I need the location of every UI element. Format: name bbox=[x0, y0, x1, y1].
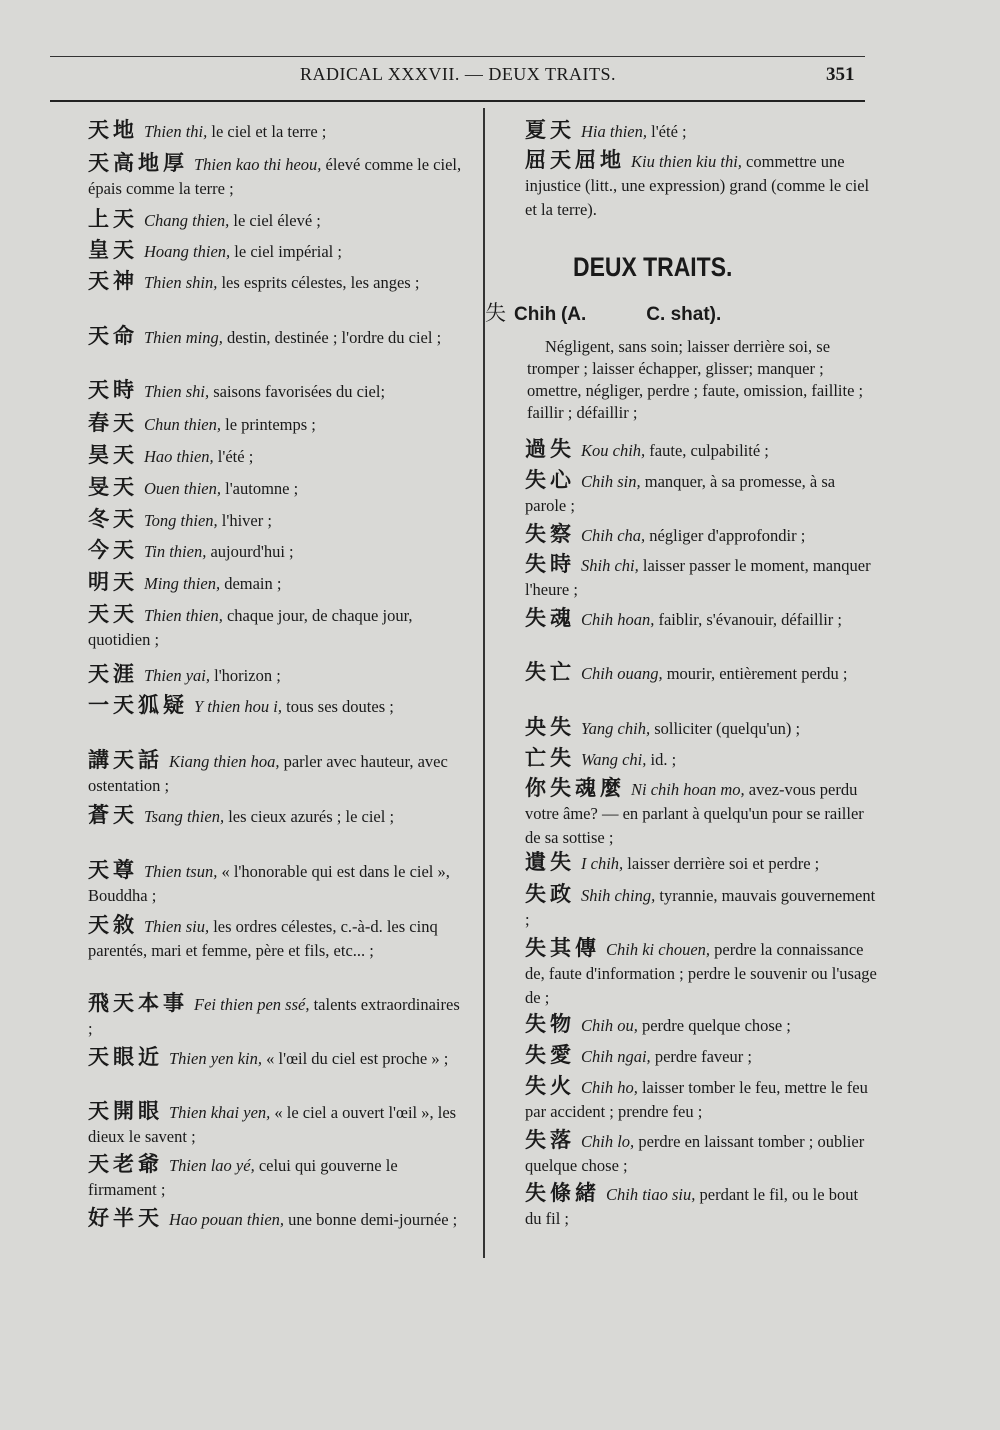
page-number: 351 bbox=[826, 64, 855, 85]
entry: 你失魂麼 Ni chih hoan mo, avez-vous perdu votre âme? — en parlant à quelqu'un pour se railler de sa sottise ; bbox=[525, 776, 864, 847]
entry: 失火 Chih ho, laisser tomber le feu, mettre le feu par accident ; prendre feu ; bbox=[525, 1074, 868, 1121]
section-title: DEUX TRAITS. bbox=[573, 252, 733, 282]
header-rule-bottom bbox=[50, 100, 865, 102]
entry: 失愛 Chih ngai, perdre faveur ; bbox=[525, 1043, 752, 1067]
entry: 昊天 Hao thien, l'été ; bbox=[88, 443, 254, 467]
entry: 好半天 Hao pouan thien, une bonne demi-journée ; bbox=[88, 1206, 458, 1230]
entry: 失其傳 Chih ki chouen, perdre la connaissance de, faute d'information ; perdre le souvenir ou l'usage de ; bbox=[525, 936, 877, 1007]
entry: 天敘 Thien siu, les ordres célestes, c.-à-d. les cinq parentés, mari et femme, père et fils, etc... ; bbox=[88, 913, 438, 960]
entry: 天尊 Thien tsun, « l'honorable qui est dans le ciel », Bouddha ; bbox=[88, 858, 450, 905]
entry: 過失 Kou chih, faute, culpabilité ; bbox=[525, 437, 769, 461]
head-entry: 失 Chih (A. C. shat). bbox=[485, 301, 722, 325]
entry: 天時 Thien shi, saisons favorisées du ciel; bbox=[88, 378, 386, 402]
entry: 天地 Thien thi, le ciel et la terre ; bbox=[88, 118, 327, 142]
entry: 講天話 Kiang thien hoa, parler avec hauteur, avec ostentation ; bbox=[88, 748, 448, 795]
entry: 天神 Thien shin, les esprits célestes, les anges ; bbox=[88, 269, 420, 293]
entry: 夏天 Hia thien, l'été ; bbox=[525, 118, 687, 142]
entry: 失時 Shih chi, laisser passer le moment, manquer l'heure ; bbox=[525, 552, 871, 599]
head-definition: Négligent, sans soin; laisser derrière soi, se tromper ; laisser échapper, glisser; manquer ; omettre, négliger, perdre ; faute, omission, faillite ; faillir ; défaillir ; bbox=[527, 337, 864, 422]
entry: 皇天 Hoang thien, le ciel impérial ; bbox=[88, 238, 342, 262]
entry: 失落 Chih lo, perdre en laissant tomber ; oublier quelque chose ; bbox=[525, 1128, 865, 1175]
entry: 失心 Chih sin, manquer, à sa promesse, à sa parole ; bbox=[525, 468, 836, 515]
entry: 旻天 Ouen thien, l'automne ; bbox=[88, 475, 299, 499]
header-rule-top bbox=[50, 56, 865, 57]
entry: 天眼近 Thien yen kin, « l'œil du ciel est proche » ; bbox=[88, 1045, 449, 1069]
entry: 天命 Thien ming, destin, destinée ; l'ordre du ciel ; bbox=[88, 324, 442, 348]
entry: 一天狐疑 Y thien hou i, tous ses doutes ; bbox=[88, 693, 394, 717]
entry: 屈天屈地 Kiu thien kiu thi, commettre une injustice (litt., une expression) grand (comme le ciel et la terre). bbox=[525, 148, 870, 219]
entry: 失物 Chih ou, perdre quelque chose ; bbox=[525, 1012, 791, 1036]
entry: 明天 Ming thien, demain ; bbox=[88, 570, 282, 594]
entry: 失察 Chih cha, négliger d'approfondir ; bbox=[525, 522, 806, 546]
entry: 春天 Chun thien, le printemps ; bbox=[88, 411, 316, 435]
entry: 央失 Yang chih, solliciter (quelqu'un) ; bbox=[525, 715, 801, 739]
entry: 天開眼 Thien khai yen, « le ciel a ouvert l'œil », les dieux le savent ; bbox=[88, 1099, 457, 1146]
entry: 今天 Tin thien, aujourd'hui ; bbox=[88, 538, 294, 562]
entry: 天涯 Thien yai, l'horizon ; bbox=[88, 662, 281, 686]
entry: 天高地厚 Thien kao thi heou, élevé comme le ciel, épais comme la terre ; bbox=[88, 151, 462, 198]
entry: 上天 Chang thien, le ciel élevé ; bbox=[88, 207, 321, 231]
entry: 失亡 Chih ouang, mourir, entièrement perdu ; bbox=[525, 660, 848, 684]
entry: 失條緒 Chih tiao siu, perdant le fil, ou le bout du fil ; bbox=[525, 1181, 859, 1228]
column-divider bbox=[483, 108, 485, 1258]
entry: 冬天 Tong thien, l'hiver ; bbox=[88, 507, 272, 531]
running-header: RADICAL XXXVII. — DEUX TRAITS. bbox=[300, 64, 616, 84]
entry: 天天 Thien thien, chaque jour, de chaque jour, quotidien ; bbox=[88, 602, 413, 649]
entry: 失魂 Chih hoan, faiblir, s'évanouir, défaillir ; bbox=[525, 606, 843, 630]
entry: 失政 Shih ching, tyrannie, mauvais gouvernement ; bbox=[525, 882, 876, 929]
entry: 天老爺 Thien lao yé, celui qui gouverne le firmament ; bbox=[88, 1152, 398, 1199]
entry: 蒼天 Tsang thien, les cieux azurés ; le ciel ; bbox=[88, 803, 395, 827]
entry: 遺失 I chih, laisser derrière soi et perdre ; bbox=[525, 850, 820, 874]
entry: 飛天本事 Fei thien pen ssé, talents extraordinaires ; bbox=[88, 991, 460, 1038]
entry: 亡失 Wang chi, id. ; bbox=[525, 746, 677, 770]
